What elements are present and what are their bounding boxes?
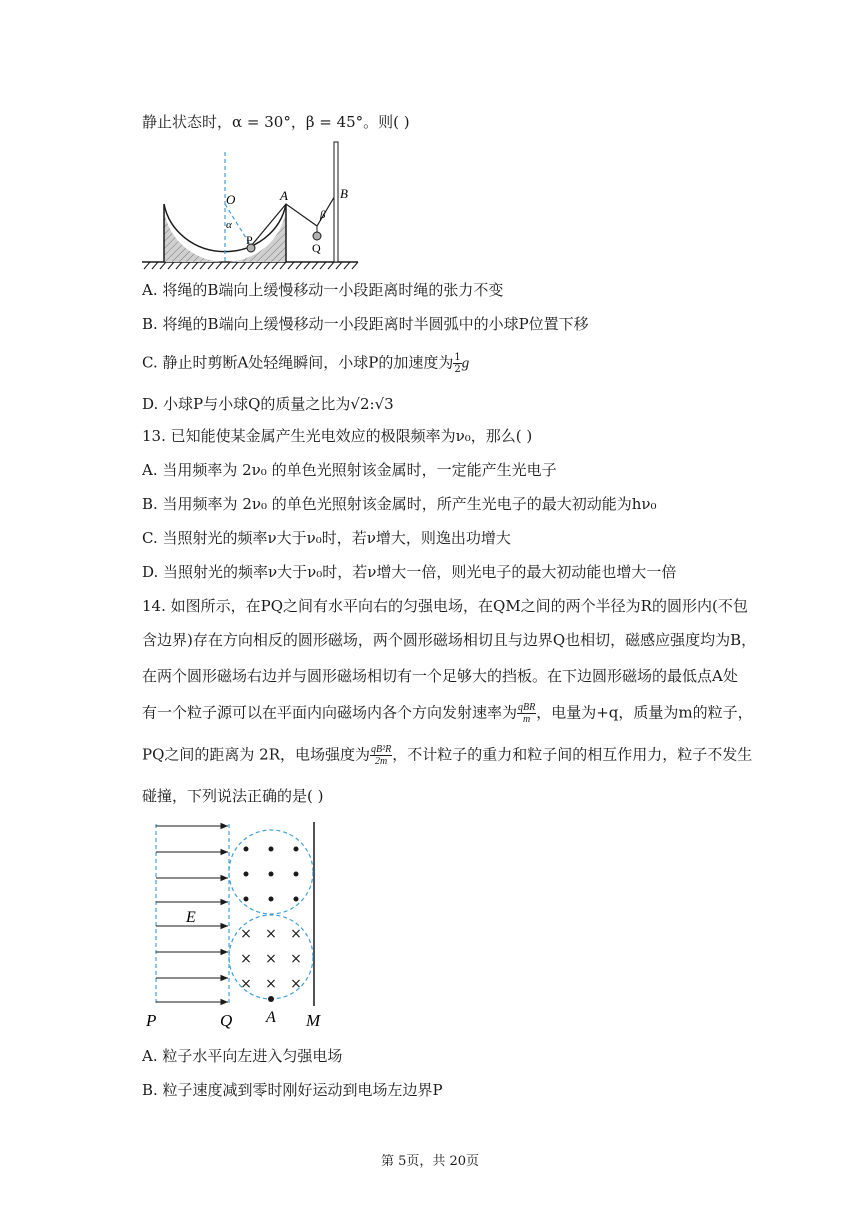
fraction-speed: $\frac{\text{qBR}}{m}$ <box>518 702 536 725</box>
q14-line-3: 在两个圆形磁场右边并与圆形磁场相切有一个足够大的挡板。在下边圆形磁场的最低点A处 <box>142 667 738 685</box>
q12-figure <box>140 138 362 270</box>
q14-line-5: PQ之间的距离为 2R，电场强度为 $\frac{\text{qB²R}}{2m}$ ，不计粒子的重力和粒子间的相互作用力，粒子不发生 <box>142 744 753 767</box>
q14-line-1: 14. 如图所示，在PQ之间有水平向右的匀强电场，在QM之间的两个半径为R的圆形内(不包 <box>142 597 748 615</box>
q13-option-c: C. 当照射光的频率ν大于ν₀时，若ν增大，则逸出功增大 <box>142 529 511 547</box>
page-footer: 第 5页，共 20页 <box>380 1154 480 1169</box>
label-P: P <box>146 1011 157 1030</box>
q12-option-c-text: C. 静止时剪断A处轻绳瞬间，小球P的加速度为 <box>142 353 454 372</box>
fraction-field: $\frac{\text{qB²R}}{2m}$ <box>371 744 392 767</box>
q14-line-6: 碰撞，下列说法正确的是( ) <box>142 787 324 805</box>
q14-figure <box>140 818 340 1032</box>
label-A: A <box>266 1009 276 1026</box>
svg-text:×: × <box>240 926 252 942</box>
svg-text:×: × <box>265 951 277 967</box>
label-alpha: α <box>226 219 232 231</box>
q12-option-d: D. 小球P与小球Q的质量之比为√2:√3 <box>142 395 394 413</box>
svg-text:×: × <box>290 976 302 992</box>
label-E: E <box>186 909 196 926</box>
q14-line-4: 有一个粒子源可以在平面内向磁场内各个方向发射速率为 $\frac{\text{qBR}}{m}$ ，电量为+q，质量为m的粒子， <box>142 702 753 725</box>
label-M: M <box>306 1011 321 1030</box>
label-O: O <box>226 192 236 207</box>
q14-option-a: A. 粒子水平向左进入匀强电场 <box>142 1047 343 1065</box>
label-P: P <box>246 233 253 247</box>
q13-option-b: B. 当用频率为 2ν₀ 的单色光照射该金属时，所产生光电子的最大初动能为hν₀ <box>142 495 657 513</box>
svg-text:×: × <box>240 951 252 967</box>
label-A: A <box>280 188 288 203</box>
svg-text:×: × <box>240 976 252 992</box>
q13-option-a: A. 当用频率为 2ν₀ 的单色光照射该金属时，一定能产生光电子 <box>142 461 557 479</box>
label-Q: Q <box>312 241 321 255</box>
q12-option-b: B. 将绳的B端向上缓慢移动一小段距离时半圆弧中的小球P位置下移 <box>142 315 589 333</box>
svg-text:×: × <box>265 926 277 942</box>
fraction-half: $\frac{1}{2}$ <box>454 352 461 375</box>
label-B: B <box>340 186 348 201</box>
intro-line: 静止状态时，α = 30°，β = 45°。则( ) <box>142 113 410 131</box>
q12-option-a: A. 将绳的B端向上缓慢移动一小段距离时绳的张力不变 <box>142 281 504 299</box>
svg-text:×: × <box>290 926 302 942</box>
label-beta: β <box>320 209 326 221</box>
q13-option-d: D. 当照射光的频率ν大于ν₀时，若ν增大一倍，则光电子的最大初动能也增大一倍 <box>142 563 677 581</box>
svg-text:×: × <box>290 951 302 967</box>
label-Q: Q <box>220 1011 233 1030</box>
q12-option-c: C. 静止时剪断A处轻绳瞬间，小球P的加速度为 $\frac{1}{2}$ g <box>142 352 470 375</box>
svg-text:×: × <box>265 976 277 992</box>
q14-line-2: 含边界)存在方向相反的圆形磁场，两个圆形磁场相切且与边界Q也相切，磁感应强度均为B， <box>142 631 757 649</box>
q14-option-b: B. 粒子速度减到零时刚好运动到电场左边界P <box>142 1081 443 1099</box>
q13-stem: 13. 已知能使某金属产生光电效应的极限频率为ν₀，那么( ) <box>142 427 533 445</box>
